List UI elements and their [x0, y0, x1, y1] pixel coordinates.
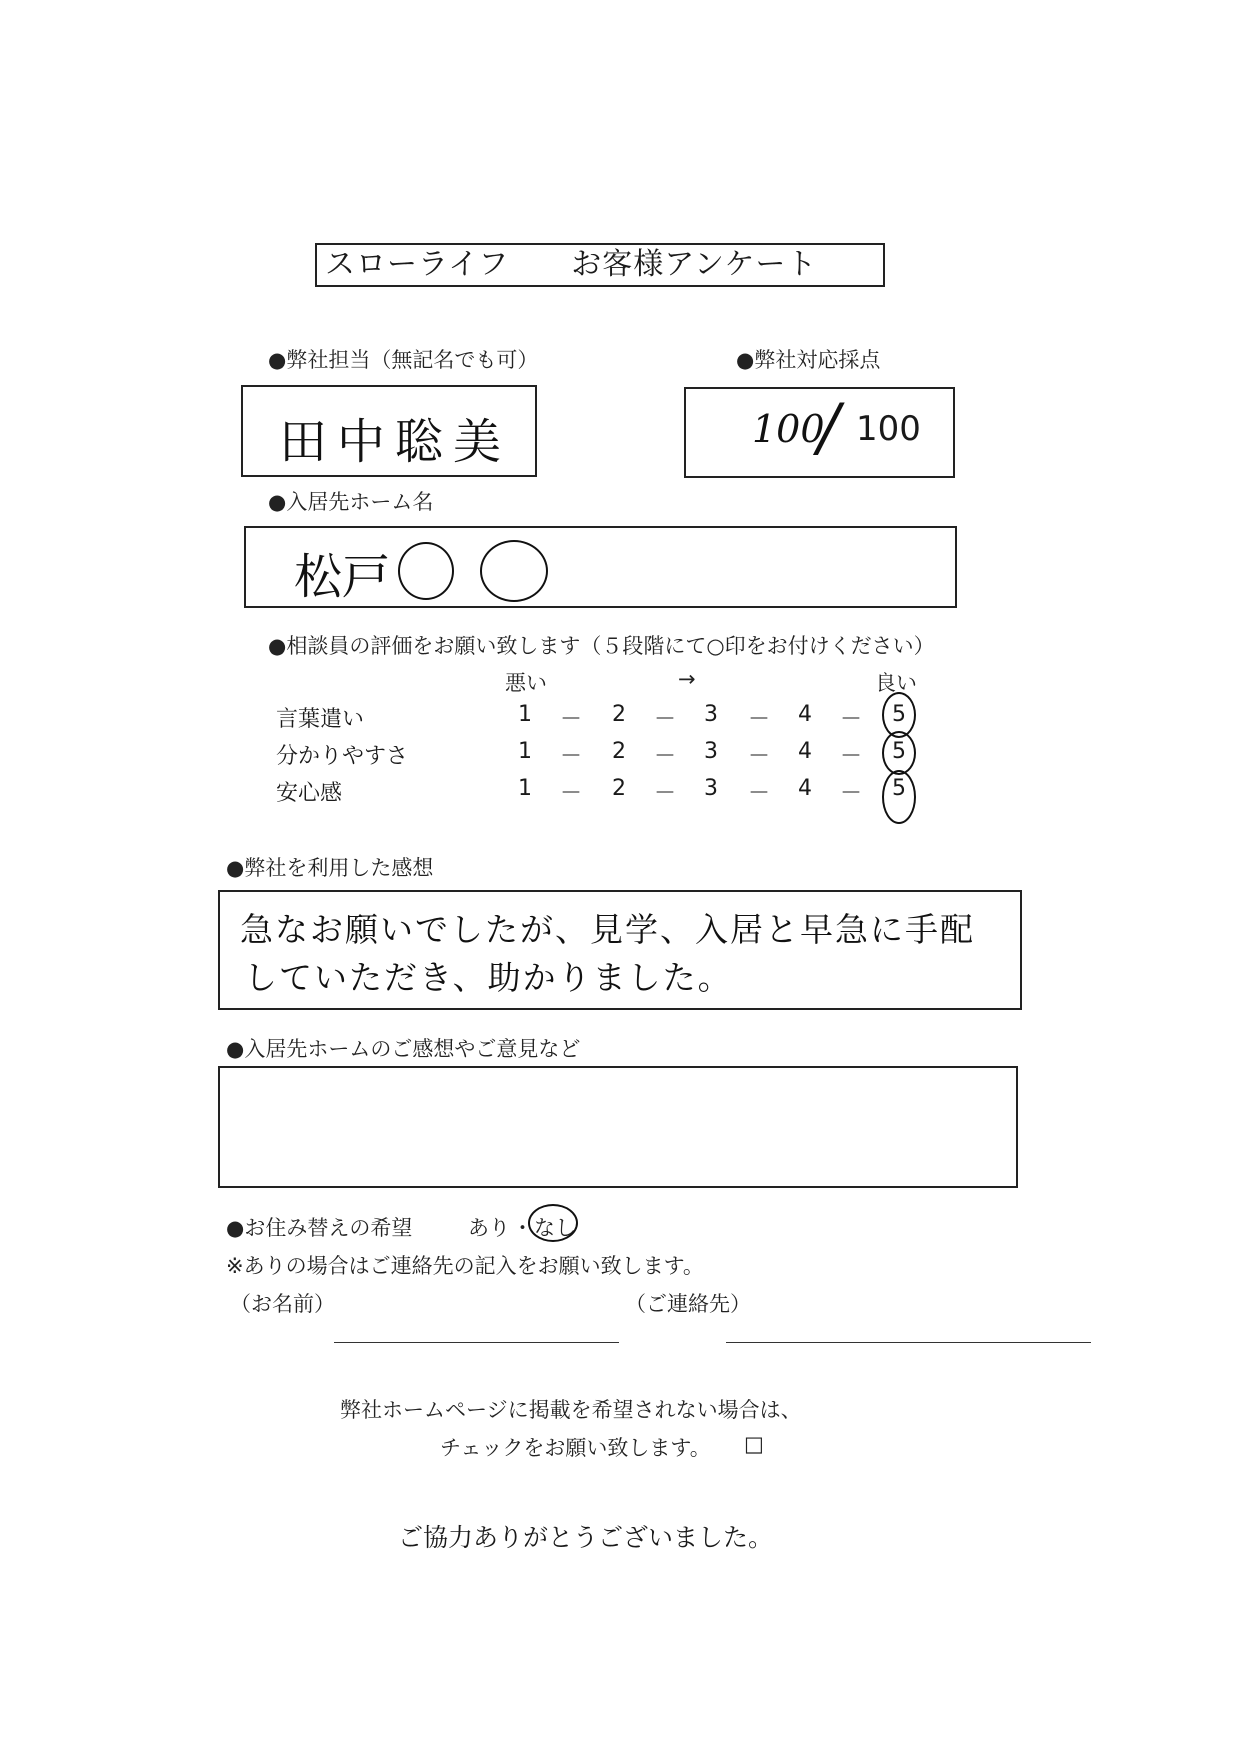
staff-name: 田中聡美: [279, 414, 512, 470]
relocation-no[interactable]: なし: [534, 1216, 576, 1240]
relocation-yes[interactable]: あり: [468, 1216, 510, 1240]
scale-5[interactable]: 5: [892, 739, 906, 764]
home-opinion-label: ●入居先ホームのご感想やご意見など: [226, 1037, 581, 1061]
score-label: ●弊社対応採点: [736, 348, 881, 372]
scale-dash: －: [653, 781, 676, 806]
redacted-circle-2: [480, 540, 548, 602]
name-label: （お名前）: [230, 1292, 335, 1316]
impression-box[interactable]: [218, 890, 1022, 1010]
staff-box[interactable]: [241, 385, 537, 477]
home-opinion-box[interactable]: [218, 1066, 1018, 1188]
home-box[interactable]: [244, 526, 957, 608]
scale-2[interactable]: 2: [612, 776, 626, 801]
scale-dash: －: [747, 744, 770, 769]
relocation-separator: ・: [512, 1216, 533, 1240]
scale-dash: －: [559, 707, 582, 732]
rating-good: 良い: [875, 671, 917, 695]
rating-bad: 悪い: [505, 671, 547, 695]
rating-label: ●相談員の評価をお願い致します（５段階にて○印をお付けください）: [268, 634, 935, 658]
scale-dash: －: [839, 781, 862, 806]
footer-line-1: 弊社ホームページに掲載を希望されない場合は、: [340, 1398, 802, 1422]
scale-1[interactable]: 1: [518, 776, 532, 801]
scale-dash: －: [653, 744, 676, 769]
rating-row-label: 安心感: [276, 781, 343, 806]
footer-line-2: チェックをお願い致します。: [440, 1436, 711, 1460]
scale-3[interactable]: 3: [704, 702, 718, 727]
rating-row-label: 言葉遣い: [276, 707, 365, 732]
scale-dash: －: [559, 781, 582, 806]
scale-5[interactable]: 5: [892, 702, 906, 727]
staff-label: ●弊社担当（無記名でも可）: [268, 348, 539, 372]
scale-dash: －: [559, 744, 582, 769]
contact-input-line[interactable]: [726, 1342, 1091, 1343]
relocation-selected-mark: [528, 1204, 578, 1242]
scale-dash: －: [653, 707, 676, 732]
relocation-label: ●お住み替えの希望: [226, 1216, 413, 1240]
scale-5[interactable]: 5: [892, 776, 906, 801]
selected-mark: [882, 731, 916, 775]
redacted-circle-1: [398, 542, 454, 600]
impression-line-1: 急なお願いでしたが、見学、入居と早急に手配: [240, 910, 975, 949]
impression-line-2: していただき、助かりました。: [244, 958, 733, 997]
scale-4[interactable]: 4: [798, 702, 812, 727]
scale-dash: －: [747, 707, 770, 732]
scale-3[interactable]: 3: [704, 739, 718, 764]
home-value: 松戸: [294, 549, 391, 605]
score-given: 100: [752, 407, 825, 451]
score-box[interactable]: [684, 387, 955, 478]
scale-2[interactable]: 2: [612, 739, 626, 764]
footer-thanks: ご協力ありがとうございました。: [398, 1523, 774, 1552]
selected-mark: [882, 770, 916, 824]
score-slash: /: [818, 391, 840, 465]
relocation-note: ※ありの場合はご連絡先の記入をお願い致します。: [226, 1254, 704, 1278]
home-label: ●入居先ホーム名: [268, 490, 434, 514]
contact-label: （ご連絡先）: [625, 1292, 751, 1316]
rating-arrow: →: [678, 667, 696, 691]
scale-3[interactable]: 3: [704, 776, 718, 801]
rating-row-label: 分かりやすさ: [276, 744, 409, 769]
scale-1[interactable]: 1: [518, 702, 532, 727]
scale-1[interactable]: 1: [518, 739, 532, 764]
score-max: 100: [856, 409, 921, 449]
survey-title: スローライフ お客様アンケート: [315, 243, 885, 287]
scale-4[interactable]: 4: [798, 739, 812, 764]
scale-dash: －: [839, 744, 862, 769]
impression-label: ●弊社を利用した感想: [226, 856, 434, 880]
name-input-line[interactable]: [334, 1342, 619, 1343]
scale-dash: －: [839, 707, 862, 732]
scale-dash: －: [747, 781, 770, 806]
scale-2[interactable]: 2: [612, 702, 626, 727]
scale-4[interactable]: 4: [798, 776, 812, 801]
footer-checkbox[interactable]: □: [744, 1432, 764, 1456]
